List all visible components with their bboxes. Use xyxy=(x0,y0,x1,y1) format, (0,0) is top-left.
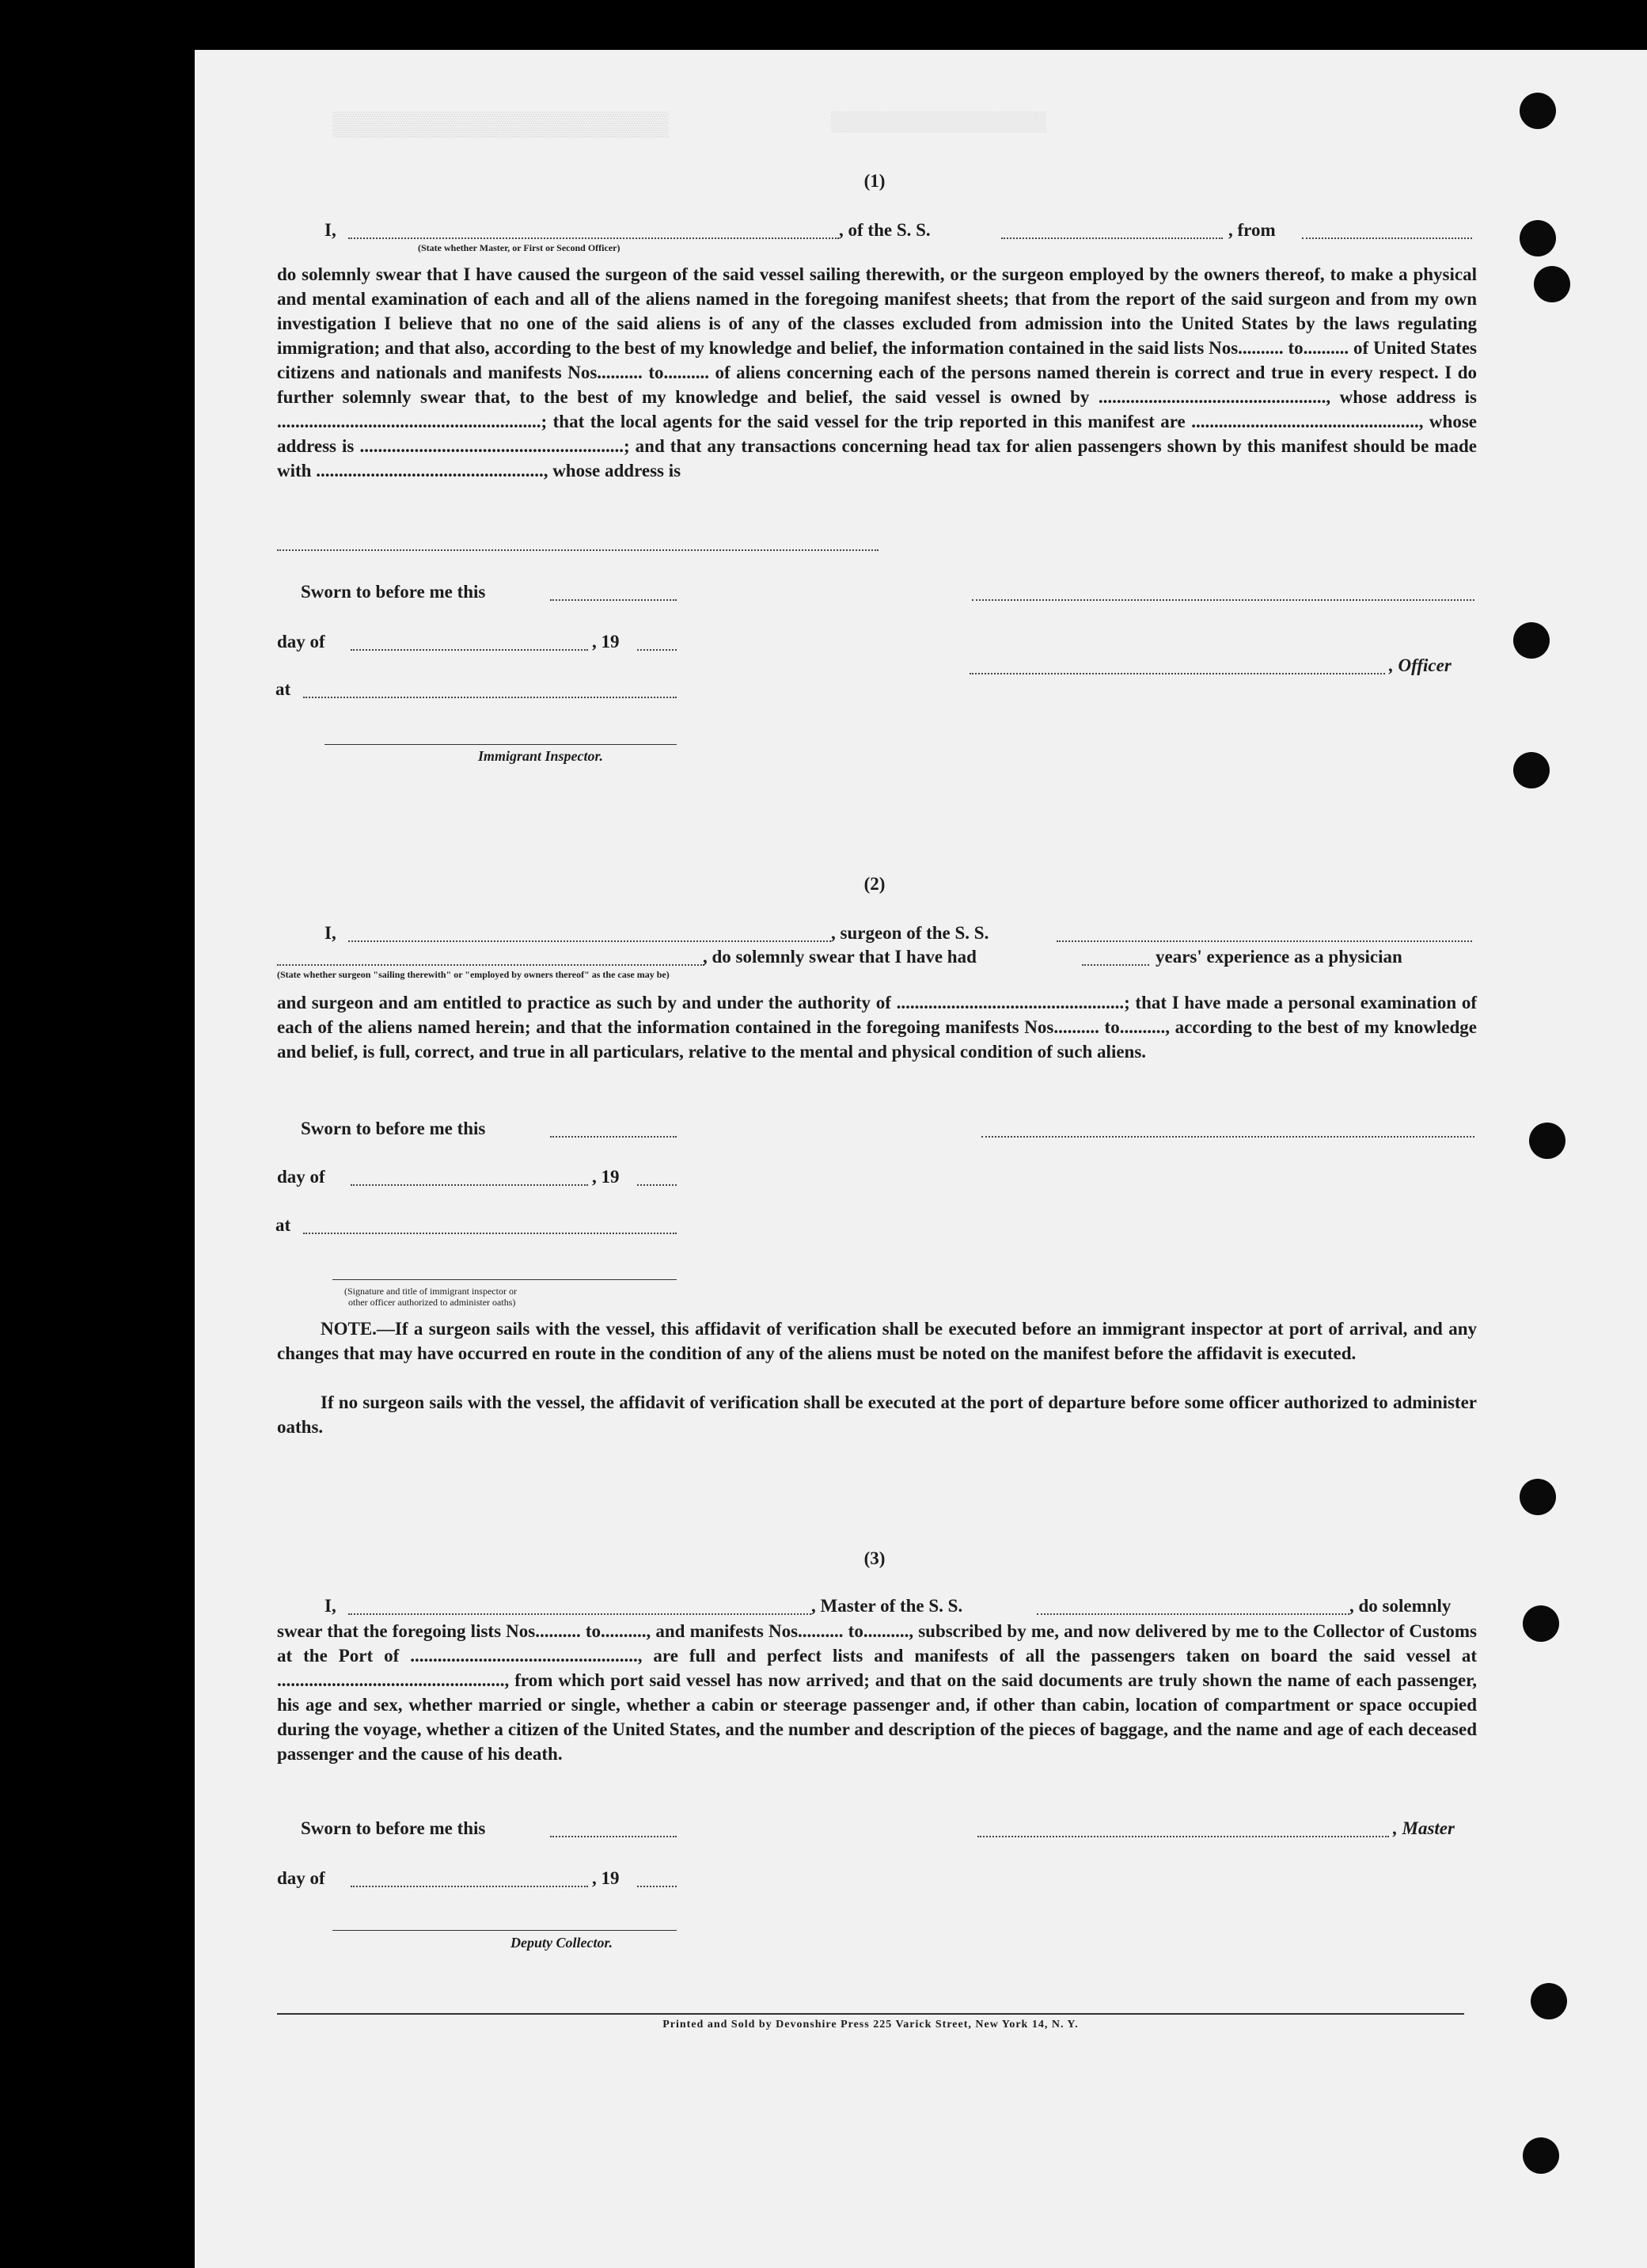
punch-hole-icon xyxy=(1520,1479,1556,1515)
note-paragraph-2: If no surgeon sails with the vessel, the affidavit of verification shall be executed at the port of departure before some officer authorized to administer oaths. xyxy=(277,1392,1477,1437)
years-label: years' experience as a physician xyxy=(1156,947,1402,967)
master-of-label: , Master of the S. S. xyxy=(811,1596,963,1616)
punch-hole-icon xyxy=(1513,752,1550,788)
from-label: , from xyxy=(1228,220,1276,240)
officer-rank-note: (State whether Master, or First or Second Officer) xyxy=(418,242,620,253)
blank-line xyxy=(277,964,704,966)
punch-hole-icon xyxy=(1531,1983,1567,2019)
section-2-number: (2) xyxy=(863,874,886,894)
at-label: at xyxy=(275,679,291,699)
at-label: at xyxy=(275,1215,291,1235)
collector-label: Deputy Collector. xyxy=(510,1935,613,1951)
bleed-through-mark: ▒▒▒▒▒▒▒▒▒▒▒▒▒▒▒▒ xyxy=(831,111,1047,132)
footer-rule xyxy=(277,2013,1464,2015)
year-label: , 19 xyxy=(592,632,620,652)
printer-imprint: Printed and Sold by Devonshire Press 225 Varick Street, New York 14, N. Y. xyxy=(662,2019,1079,2031)
blank-line xyxy=(970,673,1385,674)
blank-line xyxy=(1037,1613,1349,1615)
day-of-label: day of xyxy=(277,1167,325,1187)
section-3-number: (3) xyxy=(863,1548,886,1568)
note-paragraph: NOTE.—If a surgeon sails with the vessel, this affidavit of verification shall be executed before an immigrant inspector at port of arrival, and any changes that may have occurred en route in the condition of any of the aliens must be noted on the manifest before the affidavit is executed. xyxy=(277,1319,1477,1363)
section-1-number: (1) xyxy=(863,171,886,191)
officer-label: , Officer xyxy=(1389,655,1452,675)
punch-hole-icon xyxy=(1513,622,1550,659)
blank-line xyxy=(351,1886,588,1887)
blank-line xyxy=(351,1184,588,1186)
punch-hole-icon xyxy=(1523,1605,1559,1642)
blank-line xyxy=(303,1233,677,1234)
blank-line xyxy=(637,1184,677,1186)
blank-line xyxy=(977,1836,1389,1837)
blank-line xyxy=(303,697,677,698)
punch-hole-icon xyxy=(1520,93,1556,129)
punch-hole-icon xyxy=(1523,2137,1559,2174)
oath-i-label: I, xyxy=(324,923,336,943)
punch-hole-icon xyxy=(1529,1123,1565,1159)
blank-line xyxy=(348,940,831,942)
blank-line xyxy=(348,237,839,239)
vessel-label: , of the S. S. xyxy=(839,220,931,240)
blank-line xyxy=(1302,237,1472,239)
signature-line xyxy=(324,744,677,745)
signature-line xyxy=(332,1279,677,1280)
blank-line xyxy=(348,1613,811,1615)
blank-line xyxy=(1001,237,1223,239)
blank-line xyxy=(1057,940,1472,942)
signature-note: other officer authorized to administer oaths) xyxy=(348,1297,516,1308)
day-of-label: day of xyxy=(277,1868,325,1888)
sworn-label: Sworn to before me this xyxy=(301,582,486,602)
blank-line xyxy=(637,649,677,651)
solemnly-label: , do solemnly swear that I have had xyxy=(703,947,977,967)
surgeon-type-note: (State whether surgeon "sailing therewith" or "employed by owners thereof" as the case may be) xyxy=(277,969,670,980)
master-label: , Master xyxy=(1393,1818,1455,1838)
section-1-body: do solemnly swear that I have caused the surgeon of the said vessel sailing therewith, or the surgeon employed by the owners thereof, to make a physical and mental examination of each and all of the aliens named in the foregoing manifest sheets; that from the report of the said surgeon and from my own investigation I believe that no one of the said aliens is of any of the classes excluded from admission into the United States by the laws regulating immigration; and that also, according to the best of my knowledge and belief, the information contained in the said lists Nos.......... to.......... of United States citizens and nationals and manifests Nos.......... to.......... of aliens concerning each of the persons named therein is correct and true in every respect. I do further solemnly swear that, to the best of my knowledge and belief, the said vessel is owned by .................................................., whose address is ..........................................................; that the local agents for the said vessel for the trip reported in this manifest are .................................................., whose address is ..........................................................; and that any transactions concerning head tax for alien passengers shown by this manifest should be made with .................................................., whose address is xyxy=(277,264,1477,481)
section-2-body: and surgeon and am entitled to practice as such by and under the authority of ..................................................; that I have made a personal examination of each of the aliens named herein; and that the information contained in the foregoing manifests Nos.......... to.........., according to the best of my knowledge and belief, is full, correct, and true in all particulars, relative to the mental and physical condition of such aliens. xyxy=(277,993,1477,1062)
sworn-label: Sworn to before me this xyxy=(301,1119,486,1138)
blank-line xyxy=(277,549,879,551)
year-label: , 19 xyxy=(592,1868,620,1888)
bleed-through-mark: ▒▒▒▒▒▒▒▒▒▒▒▒▒▒▒▒▒▒▒▒ xyxy=(332,111,670,137)
solemnly-label: , do solemnly xyxy=(1349,1596,1452,1616)
blank-line xyxy=(351,649,588,651)
blank-line xyxy=(981,1136,1474,1138)
oath-i-label: I, xyxy=(324,220,336,240)
punch-hole-icon xyxy=(1534,266,1570,302)
oath-i-label: I, xyxy=(324,1596,336,1616)
blank-line xyxy=(637,1886,677,1887)
blank-line xyxy=(1082,964,1149,966)
signature-note: (Signature and title of immigrant inspector or xyxy=(344,1286,517,1297)
signature-line xyxy=(332,1930,677,1931)
year-label: , 19 xyxy=(592,1167,620,1187)
blank-line xyxy=(550,1136,677,1138)
sworn-label: Sworn to before me this xyxy=(301,1818,486,1838)
blank-line xyxy=(972,599,1474,601)
punch-hole-icon xyxy=(1520,220,1556,256)
day-of-label: day of xyxy=(277,632,325,652)
surgeon-label: , surgeon of the S. S. xyxy=(831,923,989,943)
section-3-body: swear that the foregoing lists Nos.......... to.........., and manifests Nos.......... to.........., subscribed by me, and now delivered by me to the Collector of Customs at the Port of .................................................., are full and perfect lists and manifests of all the passengers taken on board the said vessel at .................................................., from which port said vessel has now arrived; and that on the said documents are truly shown the name of each passenger, his age and sex, whether married or single, whether a cabin or steerage passenger and, if other than cabin, location of compartment or space occupied during the voyage, whether a citizen of the United States, and the number and description of the pieces of baggage, and the name and age of each deceased passenger and the cause of his death. xyxy=(277,1621,1477,1764)
inspector-label: Immigrant Inspector. xyxy=(478,748,604,764)
blank-line xyxy=(550,1836,677,1837)
blank-line xyxy=(550,599,677,601)
